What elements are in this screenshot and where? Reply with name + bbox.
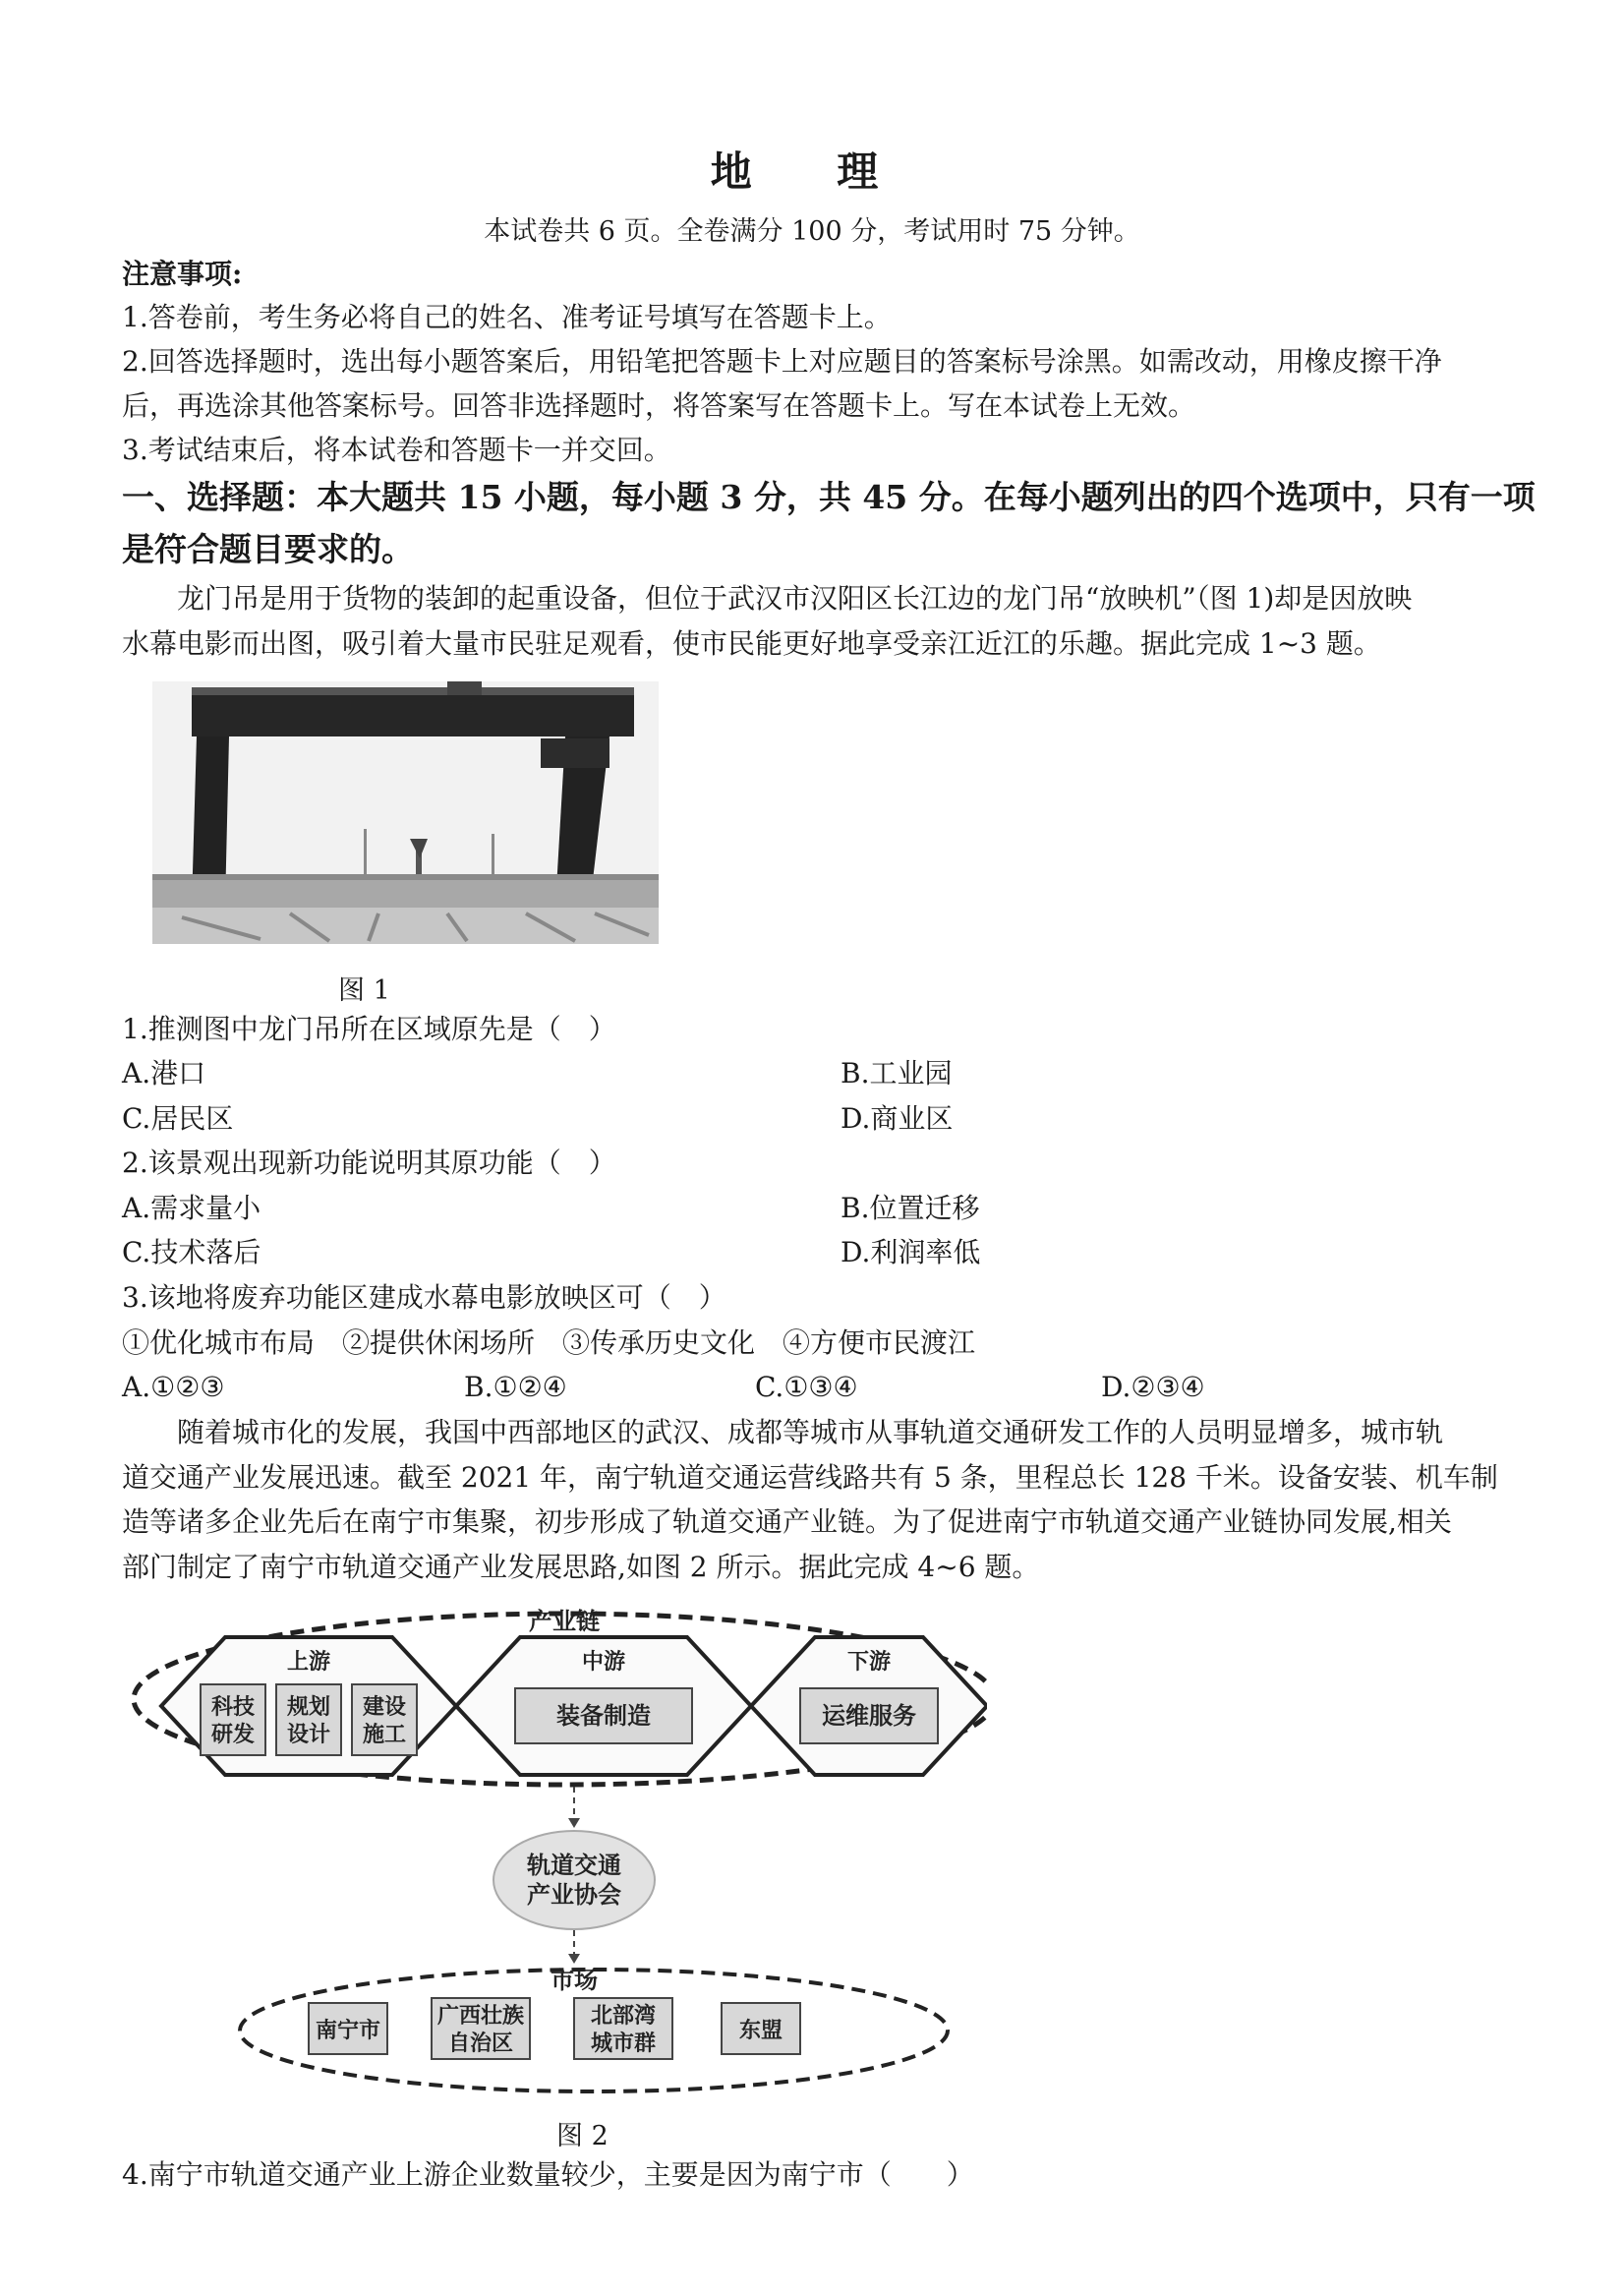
passage2-line4: 部门制定了南宁市轨道交通产业发展思路,如图 2 所示。据此完成 4~6 题。: [122, 1551, 1040, 1583]
midstream-label: 中游: [581, 1650, 626, 1675]
market-guangxi: 广西壮族自治区: [436, 2004, 525, 2056]
downstream-box: 运维服务: [822, 1702, 916, 1730]
passage1-line1: 龙门吊是用于货物的装卸的起重设备，但位于武汉市汉阳区长江边的龙门吊“放映机”（图 1)却是因放映: [177, 582, 1413, 615]
q2-option-b: B.位置迁移: [841, 1192, 980, 1224]
midstream-box: 装备制造: [556, 1702, 651, 1730]
association-label: 轨道交通产业协会: [527, 1852, 621, 1909]
market-nanning: 南宁市: [315, 2019, 381, 2043]
upstream-box-1: 科技研发: [210, 1695, 256, 1747]
q2-option-a: A.需求量小: [122, 1192, 261, 1224]
q3-stem: 3.该地将废弃功能区建成水幕电影放映区可（ ）: [122, 1281, 726, 1314]
q1-option-d: D.商业区: [841, 1102, 954, 1135]
notice-item-2-cont: 后，再选涂其他答案标号。回答非选择题时，将答案写在答题卡上。写在本试卷上无效。: [122, 389, 1196, 422]
q4-stem: 4.南宁市轨道交通产业上游企业数量较少，主要是因为南宁市（ ）: [122, 2158, 974, 2191]
q3-option-b: B.①②④: [464, 1371, 567, 1403]
section-heading-cont: 是符合题目要求的。: [122, 530, 414, 568]
passage1-line2: 水幕电影而出图，吸引着大量市民驻足观看，使市民能更好地享受亲江近江的乐趣。据此完成 1~3 题。: [122, 627, 1381, 660]
q3-option-d: D.②③④: [1101, 1371, 1205, 1403]
downstream-label: 下游: [846, 1650, 892, 1675]
q3-option-c: C.①③④: [755, 1371, 858, 1403]
q2-option-c: C.技术落后: [122, 1236, 261, 1268]
q2-option-d: D.利润率低: [841, 1236, 981, 1268]
market-label: 市场: [551, 1967, 598, 1994]
notice-item-3: 3.考试结束后，将本试卷和答题卡一并交回。: [122, 434, 671, 466]
figure1-caption: 图 1: [338, 975, 390, 1006]
exam-info: 本试卷共 6 页。全卷满分 100 分，考试用时 75 分钟。: [484, 216, 1140, 247]
q1-option-b: B.工业园: [841, 1057, 953, 1089]
passage2-line2: 道交通产业发展迅速。截至 2021 年，南宁轨道交通运营线路共有 5 条，里程总长 128 千米。设备安装、机车制: [122, 1461, 1498, 1494]
notice-heading: 注意事项:: [122, 258, 243, 290]
gantry-crane-photo: [152, 681, 659, 944]
passage2-line1: 随着城市化的发展，我国中西部地区的武汉、成都等城市从事轨道交通研发工作的人员明显增多，城市轨: [177, 1416, 1444, 1448]
notice-item-1: 1.答卷前，考生务必将自己的姓名、准考证号填写在答题卡上。: [122, 301, 892, 333]
q1-option-c: C.居民区: [122, 1102, 234, 1135]
page-title: 地 理: [710, 147, 914, 196]
q3-items: ①优化城市布局 ②提供休闲场所 ③传承历史文化 ④方便市民渡江: [122, 1326, 976, 1359]
upstream-box-3: 建设施工: [362, 1695, 407, 1747]
industry-chain-diagram: [122, 1608, 987, 2099]
upstream-box-2: 规划设计: [286, 1695, 331, 1747]
notice-item-2: 2.回答选择题时，选出每小题答案后，用铅笔把答题卡上对应题目的答案标号涂黑。如需改动，用橡皮擦干净: [122, 345, 1442, 378]
q3-option-a: A.①②③: [122, 1371, 225, 1403]
upstream-label: 上游: [286, 1650, 331, 1675]
section-heading: 一、选择题：本大题共 15 小题，每小题 3 分，共 45 分。在每小题列出的四个选项中，只有一项: [122, 478, 1536, 516]
market-beibu-gulf: 北部湾城市群: [590, 2004, 657, 2056]
market-asean: 东盟: [738, 2019, 783, 2043]
figure2-caption: 图 2: [556, 2121, 609, 2151]
q1-option-a: A.港口: [122, 1057, 206, 1089]
chain-label: 产业链: [529, 1608, 600, 1635]
q2-stem: 2.该景观出现新功能说明其原功能（ ）: [122, 1147, 616, 1179]
passage2-line3: 造等诸多企业先后在南宁市集聚，初步形成了轨道交通产业链。为了促进南宁市轨道交通产业链协同发展,相关: [122, 1505, 1452, 1538]
q1-stem: 1.推测图中龙门吊所在区域原先是（ ）: [122, 1013, 616, 1045]
